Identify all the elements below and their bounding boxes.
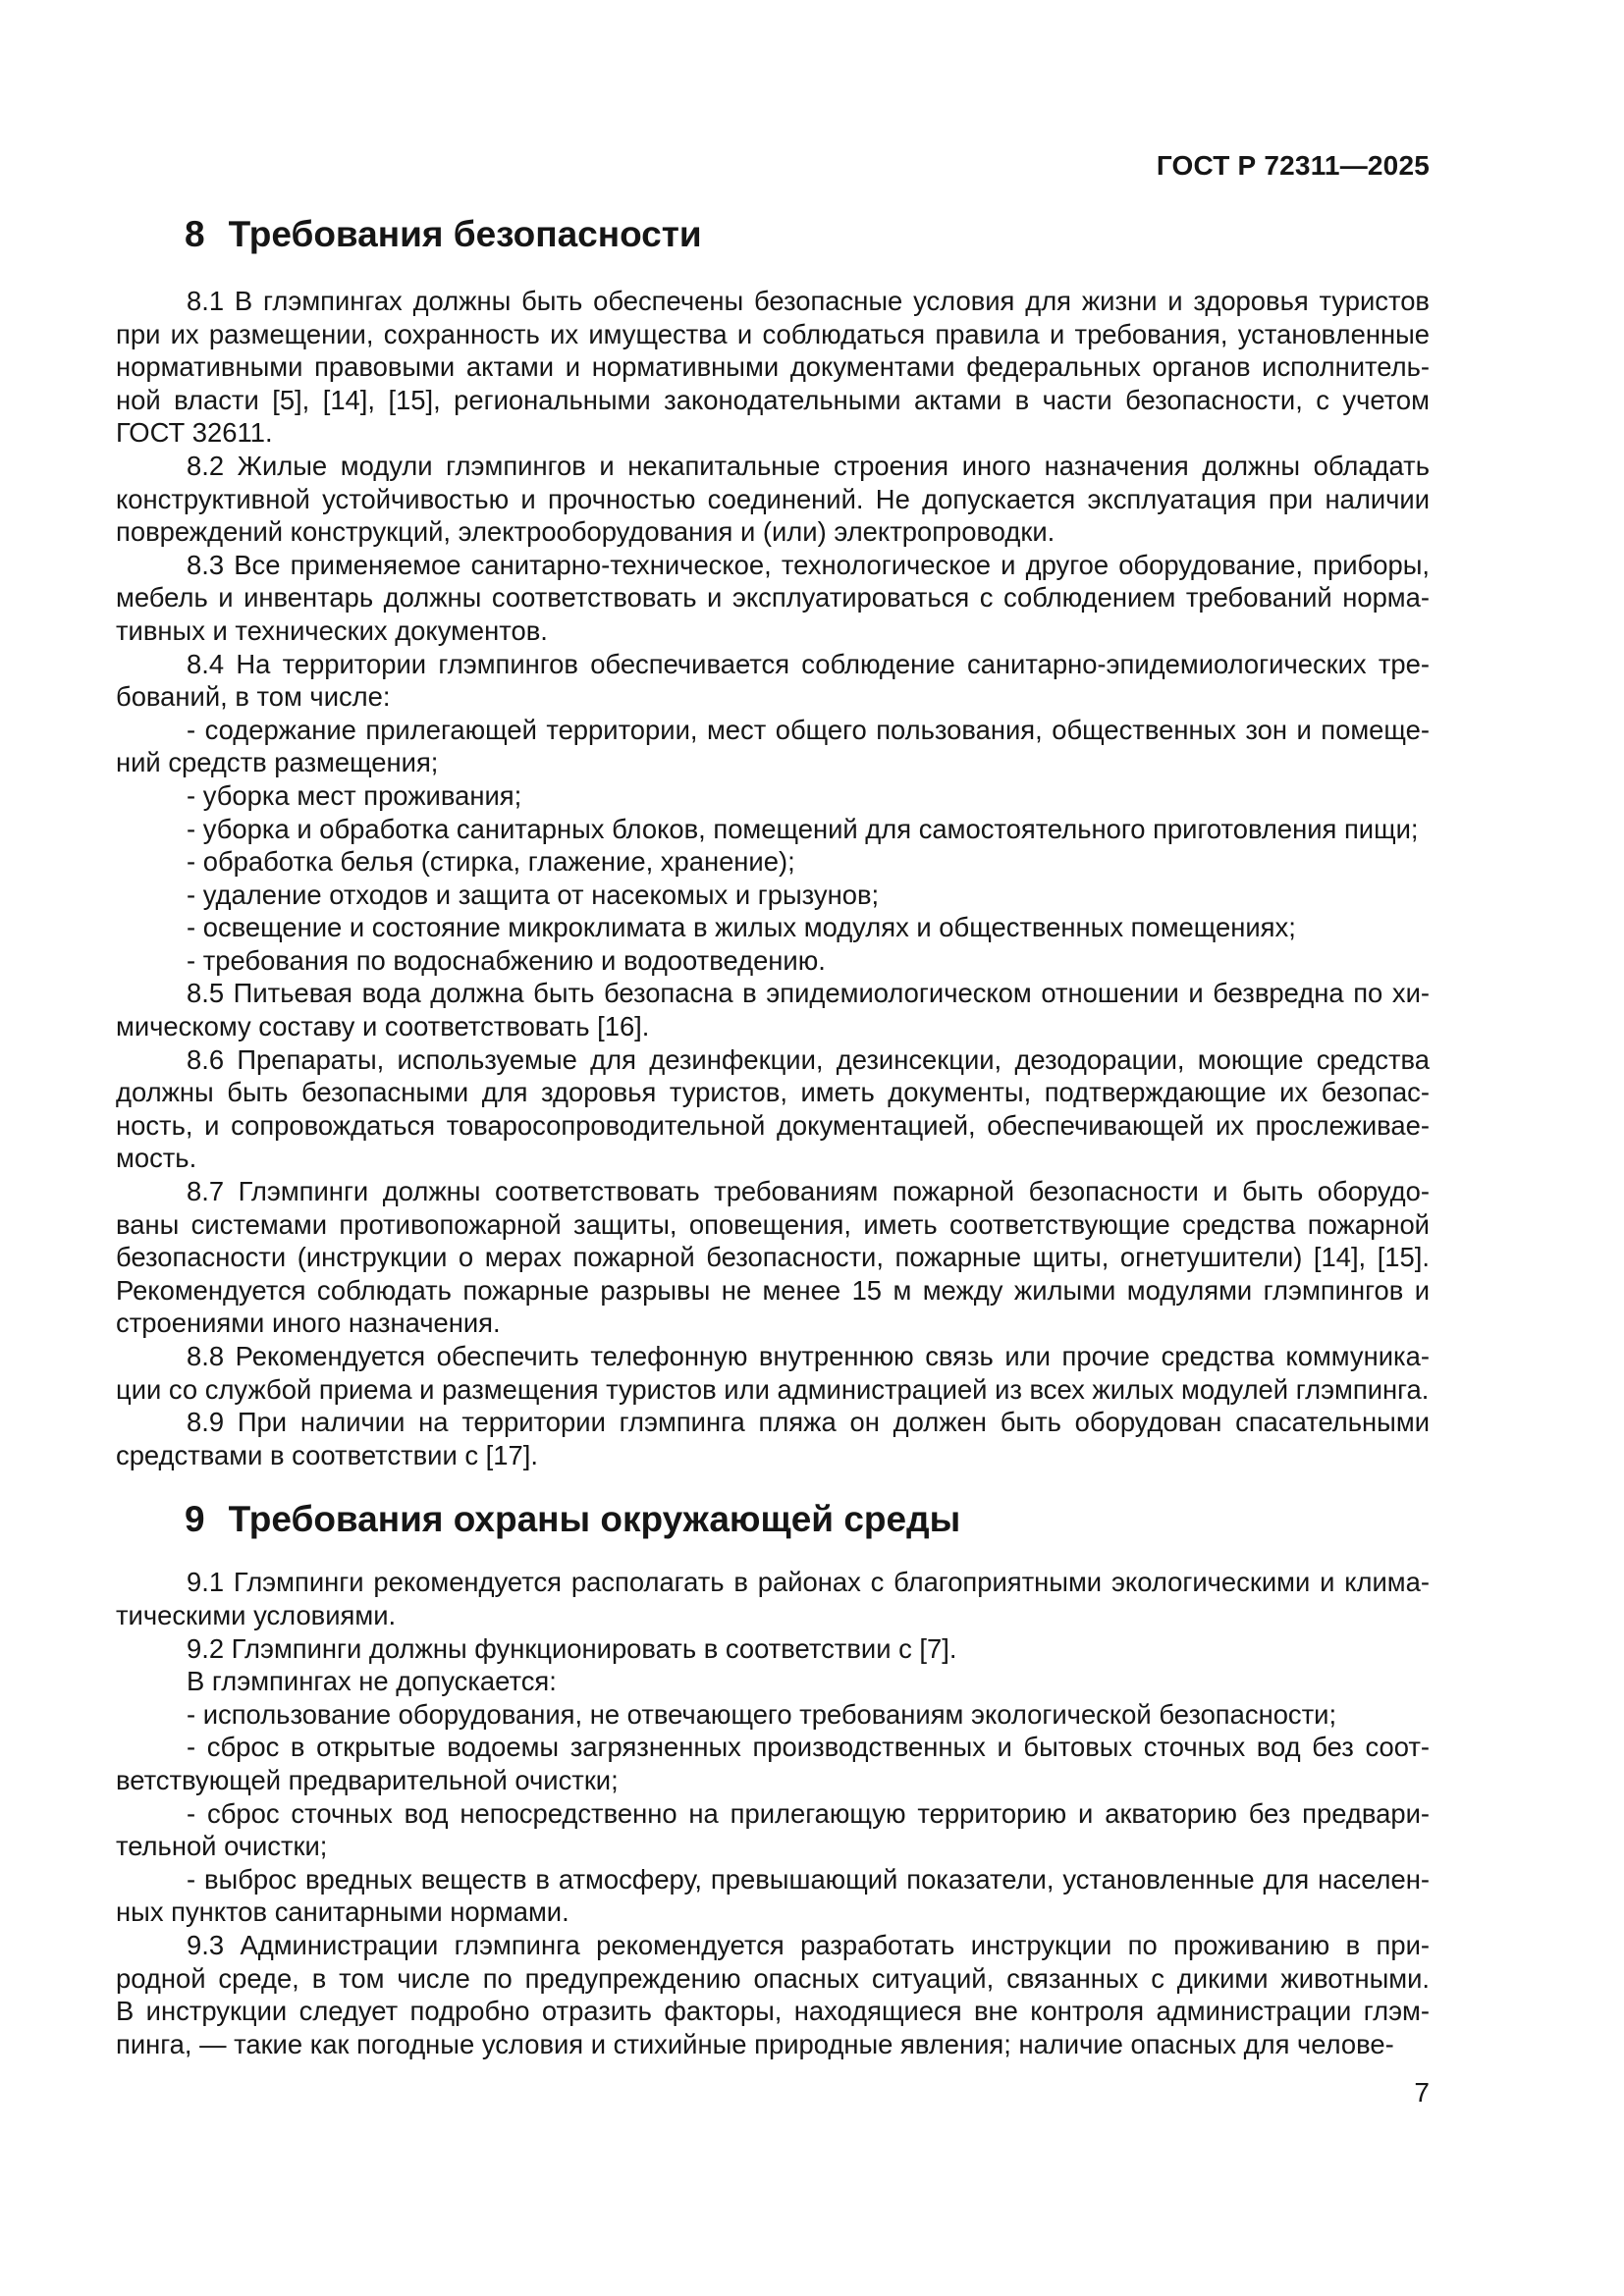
text-line: пинга, — такие как погодные условия и стихийные природные явления; наличие опасных для челове- (116, 2028, 1394, 2059)
text-line: ных пунктов санитарными нормами. (116, 1896, 569, 1928)
paragraph (116, 1665, 1430, 1698)
text-line: ветствующей предварительной очистки; (116, 1764, 619, 1795)
text-line: 9.3 Администрации глэмпинга рекомендуется разработать инструкции по проживанию в при- (187, 1929, 1430, 1960)
text-line: В инструкции следует подробно отразить факторы, находящиеся вне контроля администрации глэм- (116, 1996, 1430, 2027)
paragraph (116, 911, 1430, 944)
text-line: - обработка белья (стирка, глажение, хранение); (187, 846, 795, 878)
text-line: родной среде, в том числе по предупреждению опасных ситуаций, связанных с дикими животными. (116, 1962, 1430, 1994)
paragraph (116, 977, 1430, 1042)
paragraph (116, 1698, 1430, 1732)
text-line: - выброс вредных веществ в атмосферу, превышающий показатели, установленные для населен- (187, 1863, 1430, 1895)
section-number: 9 (185, 1499, 205, 1540)
section-body (116, 285, 1430, 1471)
paragraph (116, 779, 1430, 813)
text-line: - сброс сточных вод непосредственно на прилегающую территорию и акваторию без предвари- (187, 1797, 1430, 1829)
paragraph (116, 1406, 1430, 1471)
paragraph (116, 1566, 1430, 1631)
section-heading (116, 1497, 1430, 1542)
paragraph (116, 1175, 1430, 1340)
section-number: 8 (185, 214, 205, 254)
text-line: ГОСТ 32611. (116, 417, 273, 449)
text-line: тическими условиями. (116, 1599, 397, 1630)
paragraph (116, 285, 1430, 450)
paragraph (116, 1632, 1430, 1666)
text-line: тельной очистки; (116, 1831, 328, 1862)
text-line: при их размещении, сохранность их имущества и соблюдаться правила и требования, установленные (116, 318, 1430, 349)
text-line: - использование оборудования, не отвечающего требованиям экологической безопасности; (187, 1698, 1337, 1730)
text-line: 8.7 Глэмпинги должны соответствовать требованиям пожарной безопасности и быть оборудо- (187, 1176, 1430, 1207)
text-line: В глэмпингах не допускается: (187, 1666, 557, 1697)
text-line: - требования по водоснабжению и водоотведению. (187, 944, 826, 976)
section-body (116, 1566, 1430, 2060)
text-line: - освещение и состояние микроклимата в жилых модулях и общественных помещениях; (187, 912, 1296, 943)
text-line: тивных и технических документов. (116, 614, 548, 646)
text-line: средствами в соответствии с [17]. (116, 1439, 538, 1470)
text-line: бований, в том числе: (116, 681, 391, 713)
text-line: ваны системами противопожарной защиты, оповещения, иметь соответствующие средства пожарной (116, 1208, 1430, 1240)
paragraph (116, 1929, 1430, 2060)
text-line: строениями иного назначения. (116, 1308, 501, 1339)
text-line: ность, и сопровождаться товаросопроводительной документацией, обеспечивающей их прослеживае- (116, 1109, 1430, 1141)
text-line: 8.9 При наличии на территории глэмпинга пляжа он должен быть оборудован спасательными (187, 1407, 1430, 1438)
text-line: мическому составу и соответствовать [16]. (116, 1011, 650, 1042)
paragraph (116, 714, 1430, 779)
text-line: ной власти [5], [14], [15], региональными законодательными актами в части безопасности, с учетом (116, 384, 1430, 415)
text-line: 8.8 Рекомендуется обеспечить телефонную внутреннюю связь или прочие средства коммуника- (187, 1341, 1430, 1371)
text-line: 9.2 Глэмпинги должны функционировать в соответствии с [7]. (187, 1632, 957, 1664)
text-line: 8.6 Препараты, используемые для дезинфекции, дезинсекции, дезодорации, моющие средства (187, 1043, 1430, 1075)
paragraph (116, 813, 1430, 846)
text-line: - сброс в открытые водоемы загрязненных производственных и бытовых сточных вод без соот- (187, 1732, 1430, 1763)
text-line: мость. (116, 1143, 197, 1174)
paragraph (116, 450, 1430, 549)
text-line: должны быть безопасными для здоровья туристов, иметь документы, подтверждающие их безопас- (116, 1077, 1430, 1108)
paragraph (116, 944, 1430, 978)
document-code-header: ГОСТ Р 72311—2025 (1156, 150, 1430, 181)
paragraph (116, 1731, 1430, 1796)
page-number: 7 (1414, 2077, 1430, 2109)
section-title: Требования безопасности (228, 214, 702, 254)
text-line: 9.1 Глэмпинги рекомендуется располагать в районах с благоприятными экологическими и клима- (187, 1567, 1430, 1598)
text-line: безопасности (инструкции о мерах пожарной безопасности, пожарные щиты, огнетушители) [14], [15]. (116, 1242, 1430, 1273)
text-line: ции со службой приема и размещения туристов или администрацией из всех жилых модулей глэмпинга. (116, 1373, 1430, 1405)
text-line: - удаление отходов и защита от насекомых и грызунов; (187, 879, 880, 910)
section-title: Требования охраны окружающей среды (228, 1499, 961, 1540)
paragraph (116, 1043, 1430, 1175)
paragraph (116, 549, 1430, 648)
section-heading (116, 212, 1430, 257)
text-line: повреждений конструкций, электрооборудования и (или) электропроводки. (116, 516, 1056, 548)
text-line: 8.1 В глэмпингах должны быть обеспечены безопасные условия для жизни и здоровья туристов (187, 286, 1430, 316)
text-line: конструктивной устойчивостью и прочностью соединений. Не допускается эксплуатация при наличии (116, 483, 1430, 514)
text-line: 8.5 Питьевая вода должна быть безопасна в эпидемиологическом отношении и безвредна по хи- (187, 978, 1430, 1009)
text-line: 8.2 Жилые модули глэмпингов и некапитальные строения иного назначения должны обладать (187, 450, 1430, 481)
paragraph (116, 1797, 1430, 1863)
paragraph (116, 845, 1430, 879)
text-line: - уборка мест проживания; (187, 779, 522, 811)
paragraph (116, 648, 1430, 714)
paragraph (116, 1863, 1430, 1929)
text-line: - уборка и обработка санитарных блоков, помещений для самостоятельного приготовления пищи; (187, 813, 1419, 844)
paragraph (116, 1340, 1430, 1406)
text-line: мебель и инвентарь должны соответствовать и эксплуатироваться с соблюдением требований норма- (116, 582, 1430, 614)
text-line: - содержание прилегающей территории, мест общего пользования, общественных зон и помеще- (187, 714, 1430, 745)
text-line: нормативными правовыми актами и нормативными документами федеральных органов исполнитель- (116, 351, 1430, 383)
text-line: Рекомендуется соблюдать пожарные разрывы не менее 15 м между жилыми модулями глэмпингов и (116, 1274, 1430, 1306)
paragraph (116, 879, 1430, 912)
text-line: 8.4 На территории глэмпингов обеспечивается соблюдение санитарно-эпидемиологических тре- (187, 648, 1430, 679)
text-line: 8.3 Все применяемое санитарно-техническое, технологическое и другое оборудование, приборы, (187, 549, 1430, 580)
text-line: ний средств размещения; (116, 747, 439, 778)
